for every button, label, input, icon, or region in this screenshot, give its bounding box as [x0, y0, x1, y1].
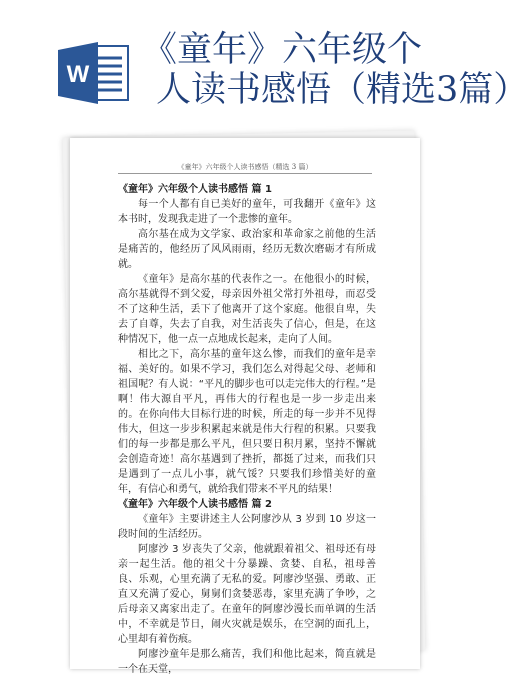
section-1-paragraph: 高尔基在成为文学家、政治家和革命家之前他的生活是痛苦的，他经历了风风雨雨，经历无数次磨砺才有所成就。 [118, 229, 376, 270]
page-title-line-2: 人读书感悟（精选3篇） [156, 70, 528, 110]
word-document-icon [58, 42, 130, 104]
section-1-paragraph: 每一个人都有自已美好的童年，可我翻开《童年》这本书时，发现我走进了一个悲惨的童年。 [118, 199, 376, 225]
section-1-title: 《童年》六年级个人读书感悟 篇 1 [118, 184, 272, 195]
page-title-line-1: 《童年》六年级个 [142, 30, 423, 70]
section-2-title: 《童年》六年级个人读书感悟 篇 2 [118, 499, 272, 510]
section-2-paragraph: 阿廖沙 3 岁丧失了父亲，他就跟着祖父、祖母还有母亲一起生活。他的祖父十分暴躁、贪婪、自私，祖母善良、乐观，心里充满了无私的爱。阿廖沙坚强、勇敢、正直又充满了爱心，舅舅们贪婪恶毒，家里充满了争吵，之后母亲又离家出走了。在童年的阿廖沙漫长而单调的生活中，不幸就是节日，闹火灾就是娱乐，在空洞的面孔上，心里却有着伤痕。 [118, 544, 376, 645]
section-2-paragraph: 阿廖沙童年是那么痛苦，我们和他比起来，简直就是一个在天堂， [118, 649, 376, 675]
section-1-paragraph: 《童年》是高尔基的代表作之一。在他很小的时候，高尔基就得不到父爱，母亲因外祖父常打外祖母，而忍受不了这种生活，丢下了他离开了这个家庭。他很自卑，失去了自尊，失去了自我，对生活丧失了信心，但是，在这种情况下，他一点一点地成长起来，走向了人间。 [118, 274, 376, 345]
title-banner [0, 0, 528, 120]
section-1-paragraph: 相比之下，高尔基的童年这么惨，而我们的童年是幸福、美好的。如果不学习，我们怎么对得起父母、老师和祖国呢？有人说：“平凡的脚步也可以走完伟大的行程。”是啊！伟大源自平凡，再伟大的行程也是一步一步走出来的。在你向伟大目标行进的时候，所走的每一步并不见得伟大，但这一步步积累起来就是伟大行程的积累。只要我们的每一步都是那么平凡，但只要日积月累，坚持不懈就会创造奇迹！高尔基遇到了挫折，都挺了过来，而我们只是遇到了一点儿小事，就气馁？只要我们珍惜美好的童年，有信心和勇气，就给我们带来不平凡的结果！ [118, 349, 376, 495]
document-running-header: 《童年》六年级个人读书感悟（精选 3 篇） [177, 163, 313, 171]
header-divider [118, 173, 372, 174]
document-body [118, 182, 376, 677]
svg-text:W: W [66, 61, 90, 88]
document-page [70, 138, 420, 675]
section-2-paragraph: 《童年》主要讲述主人公阿廖沙从 3 岁到 10 岁这一段时间的生活经历。 [118, 514, 376, 540]
